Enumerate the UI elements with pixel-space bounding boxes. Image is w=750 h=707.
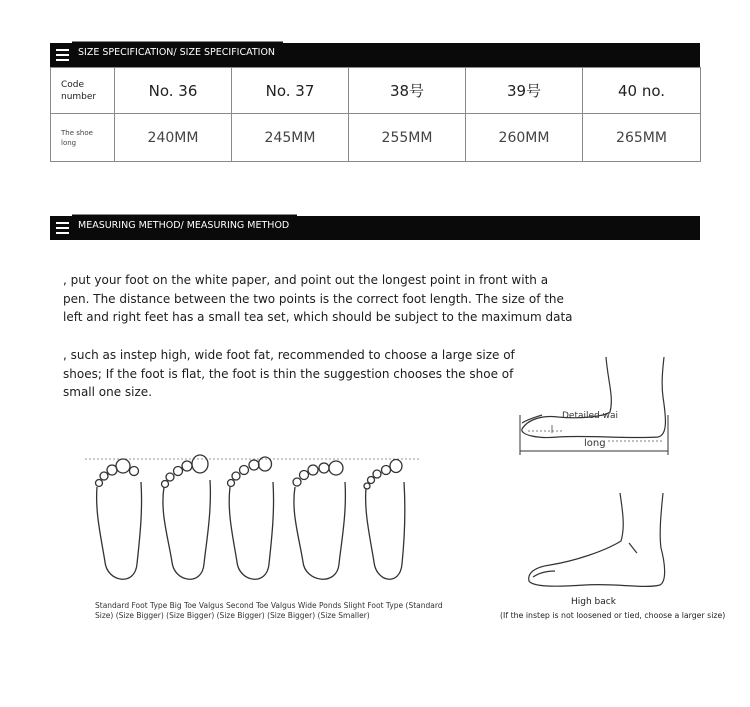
- slight-foot-icon: [364, 460, 405, 580]
- measuring-paragraph-2: , such as instep high, wide foot fat, recommended to choose a large size of shoes; If the foot is flat, the foot is thin the suggestion chooses the shoe of small one size.: [63, 348, 515, 399]
- table-row-code: [51, 68, 701, 114]
- high-back-foot-illustration: [525, 493, 675, 593]
- menu-lines-icon: [56, 222, 69, 237]
- size-spec-title: SIZE SPECIFICATION/ SIZE SPECIFICATION: [72, 41, 283, 64]
- foot-types-caption: Standard Foot Type Big Toe Valgus Second Toe Valgus Wide Ponds Slight Foot Type (Standard Size) (Size Bigger) (Size Bigger) (Size Bigger) (Size Bigger) (Size Smaller): [95, 601, 443, 620]
- measuring-method-header-bar: [50, 216, 700, 240]
- wide-foot-icon: [293, 461, 345, 579]
- size-code-38: 38号: [349, 68, 466, 114]
- standard-foot-icon: [96, 459, 142, 579]
- code-number-header: Code number: [51, 68, 115, 114]
- foot-types-illustration: [85, 452, 425, 592]
- length-38: 255MM: [349, 114, 466, 162]
- long-label: long: [584, 438, 606, 449]
- size-code-40: 40 no.: [583, 68, 701, 114]
- second-toe-valgus-foot-icon: [228, 457, 274, 579]
- menu-lines-icon: [56, 49, 69, 64]
- high-instep-foot-icon: [529, 493, 665, 586]
- length-37: 245MM: [232, 114, 349, 162]
- size-code-37: No. 37: [232, 68, 349, 114]
- size-code-36: No. 36: [115, 68, 232, 114]
- table-row-length: [51, 114, 701, 162]
- length-40: 265MM: [583, 114, 701, 162]
- big-toe-valgus-foot-icon: [162, 455, 211, 579]
- size-spec-header-bar: [50, 43, 700, 67]
- shoe-long-header: The shoe long: [51, 114, 115, 162]
- high-back-label: High back: [571, 597, 616, 607]
- size-table: [50, 67, 701, 162]
- detailed-wai-label: Detailed wai: [562, 411, 618, 421]
- length-36: 240MM: [115, 114, 232, 162]
- size-code-39: 39号: [466, 68, 583, 114]
- foot-side-icon: [522, 357, 666, 438]
- measuring-method-title: MEASURING METHOD/ MEASURING METHOD: [72, 214, 297, 237]
- measuring-paragraph-1: , put your foot on the white paper, and point out the longest point in front with a pen. The distance between the two points is the correct foot length. The size of the left and right feet has a small tea set, which should be subject to the maximum data: [63, 273, 573, 324]
- length-39: 260MM: [466, 114, 583, 162]
- high-back-note: (If the instep is not loosened or tied, choose a larger size): [500, 611, 726, 620]
